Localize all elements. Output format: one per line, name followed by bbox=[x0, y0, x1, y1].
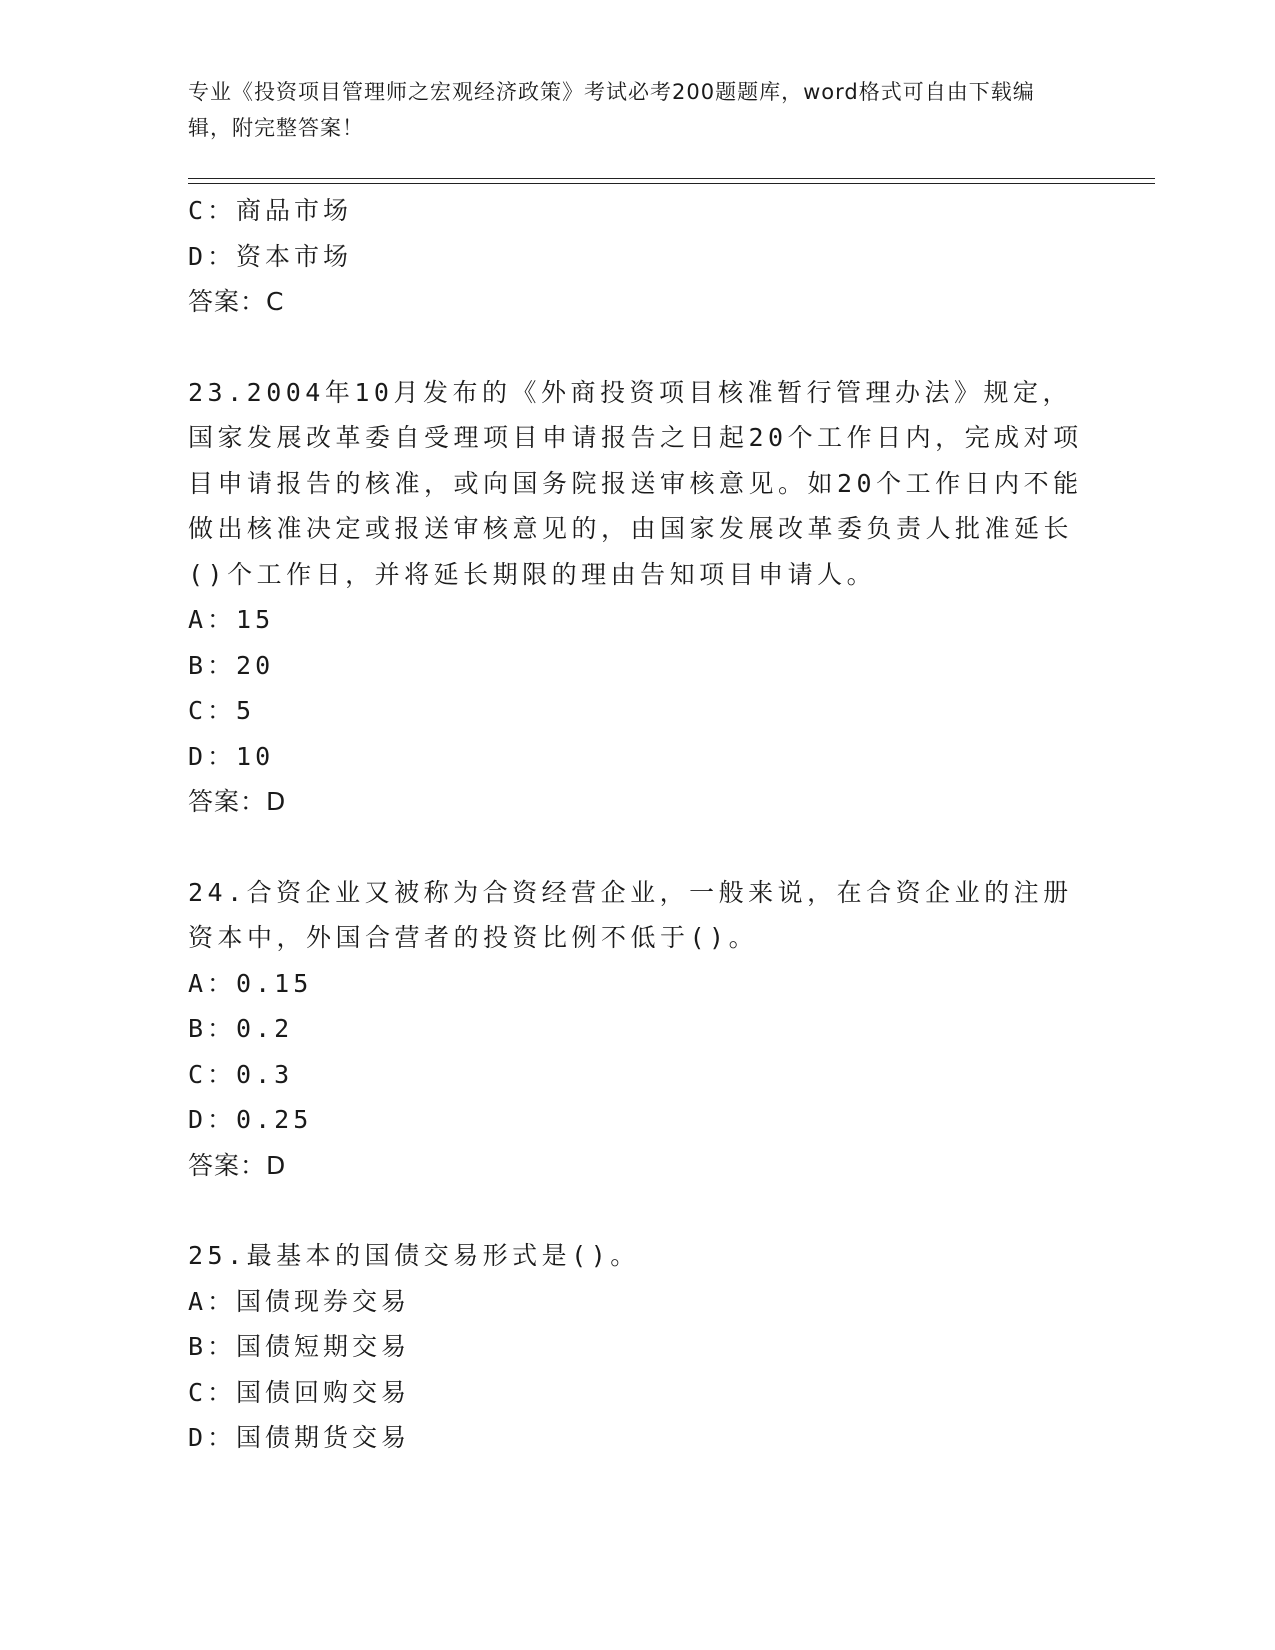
header-rule-bottom bbox=[188, 183, 1155, 184]
question-stem: 23.2004年10月发布的《外商投资项目核准暂行管理办法》规定，国家发展改革委自受理项目申请报告之日起20个工作日内，完成对项目申请报告的核准，或向国务院报送审核意见。如20个工作日内不能做出核准决定或报送审核意见的，由国家发展改革委负责人批准延长()个工作日，并将延长期限的理由告知项目申请人。 bbox=[188, 377, 1083, 589]
option-b: B：国债短期交易 bbox=[188, 1332, 411, 1361]
header-rule-top bbox=[188, 178, 1155, 179]
option-c: C：商品市场 bbox=[188, 196, 353, 225]
option-b: B：20 bbox=[188, 650, 275, 680]
question-stem: 24.合资企业又被称为合资经营企业，一般来说，在合资企业的注册资本中，外国合营者的投资比例不低于()。 bbox=[188, 877, 1073, 952]
option-a: A：国债现券交易 bbox=[188, 1286, 411, 1316]
answer: 答案：C bbox=[188, 287, 285, 316]
option-b: B：0.2 bbox=[188, 1014, 294, 1043]
question-24 bbox=[188, 870, 1088, 1189]
option-d: D：资本市场 bbox=[188, 241, 353, 271]
option-d: D：0.25 bbox=[188, 1105, 313, 1134]
prev-question bbox=[188, 188, 1088, 325]
option-c: C：5 bbox=[188, 696, 256, 725]
question-stem: 25.最基本的国债交易形式是()。 bbox=[188, 1241, 640, 1270]
question-content bbox=[188, 188, 1088, 1461]
option-a: A：0.15 bbox=[188, 968, 313, 998]
document-header: 专业《投资项目管理师之宏观经济政策》考试必考200题题库，word格式可自由下载编辑，附完整答案！ bbox=[188, 80, 1035, 140]
question-23 bbox=[188, 370, 1088, 825]
option-d: D：国债期货交易 bbox=[188, 1423, 411, 1452]
answer: 答案：D bbox=[188, 1150, 287, 1180]
option-a: A：15 bbox=[188, 605, 275, 634]
option-d: D：10 bbox=[188, 741, 275, 771]
answer: 答案：D bbox=[188, 787, 287, 816]
option-c: C：0.3 bbox=[188, 1059, 294, 1089]
option-c: C：国债回购交易 bbox=[188, 1377, 411, 1407]
question-25 bbox=[188, 1233, 1088, 1461]
